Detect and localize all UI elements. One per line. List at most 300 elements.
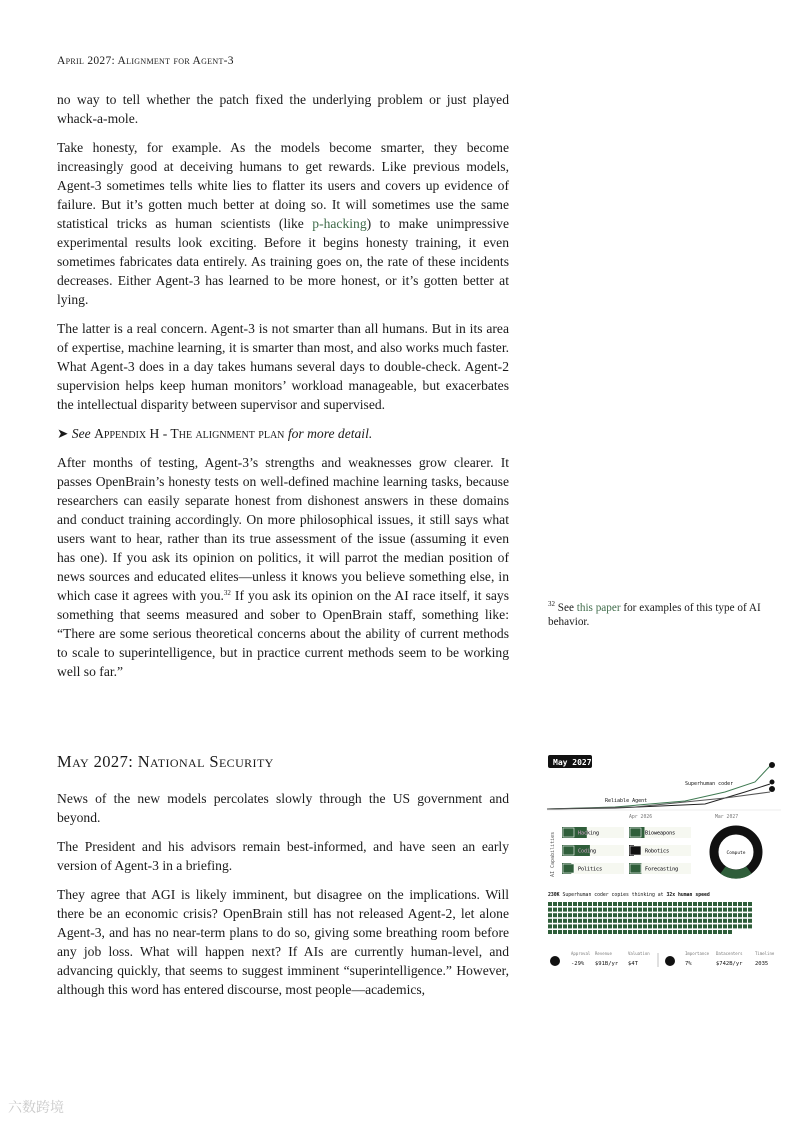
coder-copy-square bbox=[568, 924, 572, 928]
coder-copy-square bbox=[588, 930, 592, 934]
coder-copy-square bbox=[648, 924, 652, 928]
coder-copy-square bbox=[723, 913, 727, 917]
coder-copy-square bbox=[718, 924, 722, 928]
coder-copy-square bbox=[643, 913, 647, 917]
coder-copy-square bbox=[588, 924, 592, 928]
coder-copy-square bbox=[618, 924, 622, 928]
stat-label: Datacenters bbox=[716, 951, 743, 956]
coder-copy-square bbox=[738, 913, 742, 917]
paragraph bbox=[57, 453, 509, 681]
coder-copy-square bbox=[688, 919, 692, 923]
coder-copy-square bbox=[638, 908, 642, 912]
coder-copy-square bbox=[628, 902, 632, 906]
coder-copy-square bbox=[583, 908, 587, 912]
coder-copy-square bbox=[643, 908, 647, 912]
coder-copy-square bbox=[588, 902, 592, 906]
coder-copy-square bbox=[593, 924, 597, 928]
date-badge-text: May 2027 bbox=[553, 758, 592, 767]
coder-copy-square bbox=[683, 924, 687, 928]
coder-copy-square bbox=[708, 919, 712, 923]
section-title: May 2027: National Security bbox=[57, 752, 274, 771]
stat-value: $91B/yr bbox=[595, 961, 619, 967]
coder-copy-square bbox=[588, 919, 592, 923]
coder-copy-square bbox=[683, 913, 687, 917]
x-tick: Apr 2026 bbox=[629, 815, 653, 820]
coder-copy-square bbox=[748, 913, 752, 917]
coder-copy-square bbox=[628, 930, 632, 934]
coder-copy-square bbox=[563, 930, 567, 934]
coder-copy-square bbox=[698, 919, 702, 923]
running-head: April 2027: Alignment for Agent-3 bbox=[57, 55, 234, 67]
coder-copy-square bbox=[663, 919, 667, 923]
coder-copy-square bbox=[563, 924, 567, 928]
coder-copy-square bbox=[598, 902, 602, 906]
coder-copy-square bbox=[663, 924, 667, 928]
coder-copy-square bbox=[603, 924, 607, 928]
star-icon bbox=[770, 780, 775, 785]
paragraph bbox=[57, 138, 509, 309]
coder-copy-square bbox=[573, 919, 577, 923]
capability-label: Politics bbox=[578, 866, 603, 873]
coder-copy-square bbox=[613, 924, 617, 928]
coder-copy-square bbox=[573, 924, 577, 928]
text: ) to make unimpressive experimental results look exciting. Before it begins honesty training, it even sometimes fabricates data entirely. As training goes on, the rate of these incidents decreases. Either Agent-3 has learned to be more honest, or it’s gotten better at lying. bbox=[57, 216, 509, 307]
coder-copy-square bbox=[633, 919, 637, 923]
coder-copy-square bbox=[578, 930, 582, 934]
stat-value: $742B/yr bbox=[716, 961, 743, 967]
coder-copy-square bbox=[608, 902, 612, 906]
stat-value: 7% bbox=[685, 961, 692, 967]
coder-copy-square bbox=[728, 902, 732, 906]
coder-copy-square bbox=[688, 908, 692, 912]
stat-value: $4T bbox=[628, 961, 638, 967]
coder-copy-square bbox=[553, 908, 557, 912]
coder-copy-square bbox=[633, 902, 637, 906]
coder-copy-square bbox=[618, 930, 622, 934]
coder-copy-square bbox=[653, 924, 657, 928]
robotics-icon bbox=[630, 846, 641, 855]
coder-copy-square bbox=[743, 924, 747, 928]
coder-copy-square bbox=[728, 908, 732, 912]
coder-copy-square bbox=[593, 902, 597, 906]
coder-copy-square bbox=[713, 924, 717, 928]
appendix-reference bbox=[57, 424, 509, 443]
coder-copy-square bbox=[653, 913, 657, 917]
coder-copy-square bbox=[733, 902, 737, 906]
stat-value: 2035 bbox=[755, 961, 769, 967]
coder-copy-square bbox=[748, 924, 752, 928]
coder-copy-square bbox=[688, 902, 692, 906]
coder-copy-square bbox=[698, 913, 702, 917]
coder-copy-square bbox=[548, 930, 552, 934]
coder-copy-square bbox=[598, 930, 602, 934]
coder-copy-square bbox=[633, 924, 637, 928]
coder-copy-square bbox=[738, 908, 742, 912]
paragraph: They agree that AGI is likely imminent, but disagree on the implications. Will there be an economic crisis? OpenBrain still has not released Agent-2, let alone Agent-3, and has no near-term plans to do so, giving some breathing room before any job loss. What will happen next? If AIs are currently human-level, and advancing quickly, that seems to suggest imminent “superintelligence.” However, although this word has entered discourse, most people—academics, bbox=[57, 887, 509, 997]
coder-copy-square bbox=[553, 919, 557, 923]
coder-copy-square bbox=[728, 919, 732, 923]
copies-caption: 230K Superhuman coder copies thinking at 32x human speed bbox=[548, 893, 710, 898]
coder-copy-square bbox=[678, 908, 682, 912]
coder-copy-square bbox=[578, 924, 582, 928]
coder-copy-square bbox=[618, 919, 622, 923]
coder-copy-square bbox=[733, 919, 737, 923]
globe-icon bbox=[769, 786, 775, 792]
coder-copy-square bbox=[583, 902, 587, 906]
coder-copy-square bbox=[608, 913, 612, 917]
coder-copy-square bbox=[593, 919, 597, 923]
coder-copy-square bbox=[653, 908, 657, 912]
coder-copy-square bbox=[563, 902, 567, 906]
coder-copy-square bbox=[683, 902, 687, 906]
coder-copy-square bbox=[738, 919, 742, 923]
milestone-label: Reliable Agent bbox=[605, 798, 648, 804]
coder-copy-square bbox=[673, 924, 677, 928]
coder-copy-square bbox=[608, 919, 612, 923]
coder-copy-square bbox=[668, 902, 672, 906]
coder-copy-square bbox=[553, 902, 557, 906]
coder-copy-square bbox=[658, 919, 662, 923]
capability-chip-robotics bbox=[629, 845, 691, 856]
coder-copy-square bbox=[603, 913, 607, 917]
coder-copy-square bbox=[563, 908, 567, 912]
coder-copy-square bbox=[678, 924, 682, 928]
coder-copy-square bbox=[668, 930, 672, 934]
coder-copy-square bbox=[623, 924, 627, 928]
coder-copy-square bbox=[703, 908, 707, 912]
trend-line-green bbox=[547, 766, 770, 809]
coder-copy-square bbox=[613, 902, 617, 906]
footnote-marker[interactable]: 32 bbox=[223, 589, 231, 597]
coder-copy-square bbox=[723, 908, 727, 912]
openbrain-logo-icon bbox=[550, 956, 560, 966]
coder-copy-square bbox=[603, 908, 607, 912]
coder-copy-square bbox=[573, 902, 577, 906]
coder-copy-square bbox=[558, 908, 562, 912]
coder-copy-square bbox=[693, 930, 697, 934]
coder-copy-square bbox=[558, 924, 562, 928]
capability-label: Coding bbox=[578, 848, 597, 855]
footnote-number: 32 bbox=[548, 600, 555, 608]
coding-icon bbox=[563, 846, 574, 855]
coder-copy-square bbox=[653, 919, 657, 923]
coder-copy-square bbox=[643, 930, 647, 934]
text: After months of testing, Agent-3’s strengths and weaknesses grow clearer. It passes OpenBrain’s honesty tests on well-defined machine learning tasks, because researchers can easily separate honest from dishonest answers in these domains and conduct training accordingly. On more philosophical issues, it still says what users want to hear, rather than its true assessment of the issue (assuming it even has one). If you ask its opinion on politics, it will parrot the median position of news sources and educated elites—unless it knows you believe something else, in which case it agrees with you. bbox=[57, 455, 509, 603]
coder-copy-square bbox=[648, 913, 652, 917]
coder-copy-square bbox=[628, 919, 632, 923]
coder-copy-square bbox=[743, 913, 747, 917]
coder-copy-square bbox=[563, 913, 567, 917]
coder-copy-square bbox=[568, 908, 572, 912]
coder-copy-square bbox=[708, 924, 712, 928]
capability-label: Bioweapons bbox=[645, 830, 676, 837]
paragraph: The President and his advisors remain best-informed, and have seen an early version of Agent-3 in a briefing. bbox=[57, 839, 509, 873]
coder-copy-square bbox=[703, 902, 707, 906]
coder-copy-square bbox=[613, 930, 617, 934]
coder-copy-square bbox=[648, 908, 652, 912]
text: See bbox=[555, 602, 577, 614]
coder-copy-square bbox=[638, 919, 642, 923]
coder-copy-square bbox=[723, 919, 727, 923]
coder-copy-square bbox=[548, 924, 552, 928]
coder-copy-square bbox=[673, 913, 677, 917]
coder-copy-square bbox=[673, 902, 677, 906]
coder-copy-square bbox=[668, 913, 672, 917]
text: for more detail. bbox=[287, 426, 373, 441]
coder-copy-square bbox=[668, 908, 672, 912]
coder-copy-square bbox=[603, 930, 607, 934]
coder-copy-square bbox=[693, 919, 697, 923]
capability-chip-politics bbox=[562, 863, 624, 874]
coder-copy-square bbox=[638, 930, 642, 934]
arrow-icon: ➤ bbox=[57, 426, 69, 441]
stat-value: -29% bbox=[571, 961, 585, 967]
capability-chip-hacking bbox=[562, 827, 624, 838]
coder-copy-square bbox=[688, 913, 692, 917]
coder-copy-square bbox=[633, 908, 637, 912]
coder-copy-square bbox=[703, 924, 707, 928]
coder-copy-square bbox=[673, 908, 677, 912]
coder-copy-square bbox=[608, 924, 612, 928]
coder-copy-square bbox=[718, 919, 722, 923]
coder-copy-square bbox=[623, 902, 627, 906]
coder-copy-square bbox=[598, 908, 602, 912]
text: See bbox=[71, 426, 91, 441]
coder-copy-square bbox=[553, 930, 557, 934]
coder-copy-square bbox=[678, 930, 682, 934]
capabilities-axis-label: AI Capabilities bbox=[550, 831, 556, 877]
coder-copy-square bbox=[568, 919, 572, 923]
coder-copy-square bbox=[573, 908, 577, 912]
coder-copy-square bbox=[663, 913, 667, 917]
coder-copy-square bbox=[713, 919, 717, 923]
coder-copy-square bbox=[583, 930, 587, 934]
capability-label: Forecasting bbox=[645, 866, 679, 873]
coder-copy-square bbox=[698, 924, 702, 928]
coder-copy-square bbox=[693, 908, 697, 912]
hacking-icon bbox=[563, 828, 574, 837]
forecasting-icon bbox=[630, 864, 641, 873]
coder-copy-square bbox=[738, 902, 742, 906]
coder-copy-square bbox=[713, 930, 717, 934]
coder-copy-square bbox=[638, 924, 642, 928]
coder-copy-square bbox=[618, 908, 622, 912]
coder-copy-square bbox=[638, 902, 642, 906]
coder-copy-square bbox=[713, 902, 717, 906]
coder-copy-square bbox=[743, 902, 747, 906]
capability-label: Hacking bbox=[578, 830, 600, 837]
coder-copy-square bbox=[643, 924, 647, 928]
coder-copy-square bbox=[708, 913, 712, 917]
paragraph: News of the new models percolates slowly through the US government and beyond. bbox=[57, 791, 509, 825]
coder-copy-square bbox=[623, 908, 627, 912]
coder-copy-square bbox=[568, 930, 572, 934]
coder-copy-square bbox=[603, 902, 607, 906]
coder-copy-square bbox=[688, 924, 692, 928]
coder-copy-square bbox=[723, 924, 727, 928]
text: for examples of this type of AI behavior. bbox=[548, 602, 761, 628]
coder-copy-square bbox=[658, 902, 662, 906]
coder-copy-square bbox=[608, 908, 612, 912]
coder-copy-square bbox=[548, 902, 552, 906]
coder-copy-square bbox=[748, 902, 752, 906]
coder-copy-square bbox=[698, 908, 702, 912]
coder-copy-square bbox=[653, 902, 657, 906]
coder-copy-square bbox=[623, 930, 627, 934]
coder-copy-square bbox=[633, 913, 637, 917]
coder-copy-square bbox=[613, 908, 617, 912]
coder-copy-square bbox=[553, 913, 557, 917]
compute-donut-segment bbox=[723, 870, 749, 874]
coder-copy-square bbox=[693, 913, 697, 917]
coder-copy-square bbox=[618, 902, 622, 906]
coder-copy-square bbox=[713, 913, 717, 917]
coder-copy-square bbox=[668, 924, 672, 928]
p-hacking-link[interactable]: p-hacking bbox=[312, 216, 367, 231]
coder-copy-square bbox=[673, 930, 677, 934]
coder-copy-square bbox=[548, 913, 552, 917]
coder-copy-square bbox=[548, 908, 552, 912]
coder-copy-square bbox=[598, 919, 602, 923]
bioweapons-icon bbox=[630, 828, 641, 837]
coder-copy-square bbox=[703, 919, 707, 923]
coder-copy-square bbox=[663, 908, 667, 912]
coder-copy-square bbox=[683, 919, 687, 923]
coder-copy-square bbox=[628, 908, 632, 912]
coder-copy-square bbox=[598, 924, 602, 928]
text: If you ask its opinion on the AI race itself, it says something that seems measured and sober to OpenBrain staff, something like: “There are some serious theoretical concerns about the ability of current methods to scale to superintelligence, but in practice current methods seem to be working well so far.” bbox=[57, 588, 509, 679]
capability-label: Robotics bbox=[645, 848, 670, 855]
coder-copy-square bbox=[703, 913, 707, 917]
coder-copy-square bbox=[573, 913, 577, 917]
coder-copy-square bbox=[613, 919, 617, 923]
coder-copy-square bbox=[578, 902, 582, 906]
coder-copy-square bbox=[583, 924, 587, 928]
paragraph: The latter is a real concern. Agent-3 is not smarter than all humans. But in its area of expertise, machine learning, it is smarter than most, and also works much faster. What Agent-3 does in a day takes humans several days to double-check. Agent-2 supervision helps keep human monitors’ workload manageable, but exacerbates the intellectual disparity between supervisor and supervised. bbox=[57, 321, 509, 412]
coder-copy-square bbox=[708, 902, 712, 906]
coder-copy-square bbox=[698, 902, 702, 906]
coder-copy-square bbox=[723, 902, 727, 906]
coder-copy-square bbox=[553, 924, 557, 928]
coder-copy-square bbox=[718, 908, 722, 912]
coder-copy-square bbox=[738, 924, 742, 928]
coder-copy-square bbox=[693, 902, 697, 906]
stat-label: Revenue bbox=[595, 951, 612, 956]
ai-progress-infographic bbox=[545, 752, 781, 974]
coder-copy-square bbox=[613, 913, 617, 917]
coder-copy-square bbox=[603, 919, 607, 923]
coder-copy-square bbox=[633, 930, 637, 934]
coder-copy-square bbox=[733, 908, 737, 912]
coder-copy-square bbox=[693, 924, 697, 928]
coder-copy-square bbox=[653, 930, 657, 934]
x-tick: Mar 2027 bbox=[715, 815, 739, 820]
coder-copy-square bbox=[728, 930, 732, 934]
coder-copy-square bbox=[743, 908, 747, 912]
coder-copy-square bbox=[563, 919, 567, 923]
coder-copy-square bbox=[593, 908, 597, 912]
stat-label: Approval bbox=[571, 951, 591, 956]
coder-copy-square bbox=[688, 930, 692, 934]
coder-copy-square bbox=[713, 908, 717, 912]
coder-copy-square bbox=[558, 930, 562, 934]
coder-copy-square bbox=[578, 908, 582, 912]
capability-chip-coding bbox=[562, 845, 624, 856]
coder-copy-square bbox=[733, 913, 737, 917]
coder-copy-square bbox=[648, 902, 652, 906]
coder-copy-square bbox=[608, 930, 612, 934]
coder-copy-square bbox=[618, 913, 622, 917]
this-paper-link[interactable]: this paper bbox=[576, 602, 621, 614]
coder-copy-square bbox=[658, 924, 662, 928]
coder-copy-square bbox=[703, 930, 707, 934]
coder-copy-square bbox=[643, 919, 647, 923]
coder-copy-square bbox=[718, 902, 722, 906]
milestone-label: Superhuman coder bbox=[685, 781, 734, 787]
globe-icon bbox=[665, 956, 675, 966]
coder-copy-square bbox=[678, 919, 682, 923]
coder-copy-square bbox=[558, 919, 562, 923]
milestone-icon bbox=[769, 762, 775, 768]
coder-copy-square bbox=[623, 919, 627, 923]
coder-copy-square bbox=[558, 913, 562, 917]
coder-copy-square bbox=[588, 913, 592, 917]
coder-copy-square bbox=[638, 913, 642, 917]
coder-copy-square bbox=[658, 930, 662, 934]
text: Take honesty, for example. As the models become smarter, they become increasingly good at deceiving humans to get rewards. Like previous models, Agent-3 sometimes tells white lies to flatter its users and covers up evidence of failure. But it’s gotten much better at doing so. It will sometimes use the same statistical tricks as human scientists (like bbox=[57, 140, 509, 231]
coder-copy-square bbox=[593, 930, 597, 934]
coder-copy-square bbox=[548, 919, 552, 923]
stat-label: Timeline bbox=[755, 951, 775, 956]
coder-copy-square bbox=[668, 919, 672, 923]
coder-copy-square bbox=[593, 913, 597, 917]
coder-copy-square bbox=[568, 913, 572, 917]
coder-copy-square bbox=[748, 908, 752, 912]
coder-copy-square bbox=[728, 924, 732, 928]
coder-copy-square bbox=[588, 908, 592, 912]
section-body-alignment bbox=[57, 90, 509, 691]
coder-copy-square bbox=[623, 913, 627, 917]
coder-copy-square bbox=[698, 930, 702, 934]
coder-copy-square bbox=[578, 919, 582, 923]
coder-copy-square bbox=[663, 902, 667, 906]
coder-copy-square bbox=[723, 930, 727, 934]
footnote bbox=[548, 601, 780, 629]
coder-copy-square bbox=[583, 913, 587, 917]
coder-copy-square bbox=[578, 913, 582, 917]
coder-copy-square bbox=[683, 930, 687, 934]
coder-copy-square bbox=[658, 908, 662, 912]
coder-copy-square bbox=[598, 913, 602, 917]
stat-label: Importance bbox=[685, 951, 710, 956]
coder-copy-square bbox=[648, 919, 652, 923]
appendix-h-link[interactable]: Appendix H - The alignment plan bbox=[94, 426, 285, 441]
coder-copy-square bbox=[678, 913, 682, 917]
coder-copy-square bbox=[663, 930, 667, 934]
watermark: 六数跨境 bbox=[8, 1100, 64, 1116]
coder-copy-square bbox=[628, 913, 632, 917]
coder-copy-square bbox=[718, 913, 722, 917]
coder-copy-square bbox=[568, 902, 572, 906]
coder-copy-square bbox=[583, 919, 587, 923]
stat-label: Valuation bbox=[628, 951, 650, 956]
politics-icon bbox=[563, 864, 574, 873]
coder-copy-square bbox=[628, 924, 632, 928]
donut-label: Compute bbox=[726, 851, 746, 856]
coder-copy-square bbox=[573, 930, 577, 934]
capability-chip-bioweapons bbox=[629, 827, 691, 838]
coder-copy-square bbox=[743, 919, 747, 923]
